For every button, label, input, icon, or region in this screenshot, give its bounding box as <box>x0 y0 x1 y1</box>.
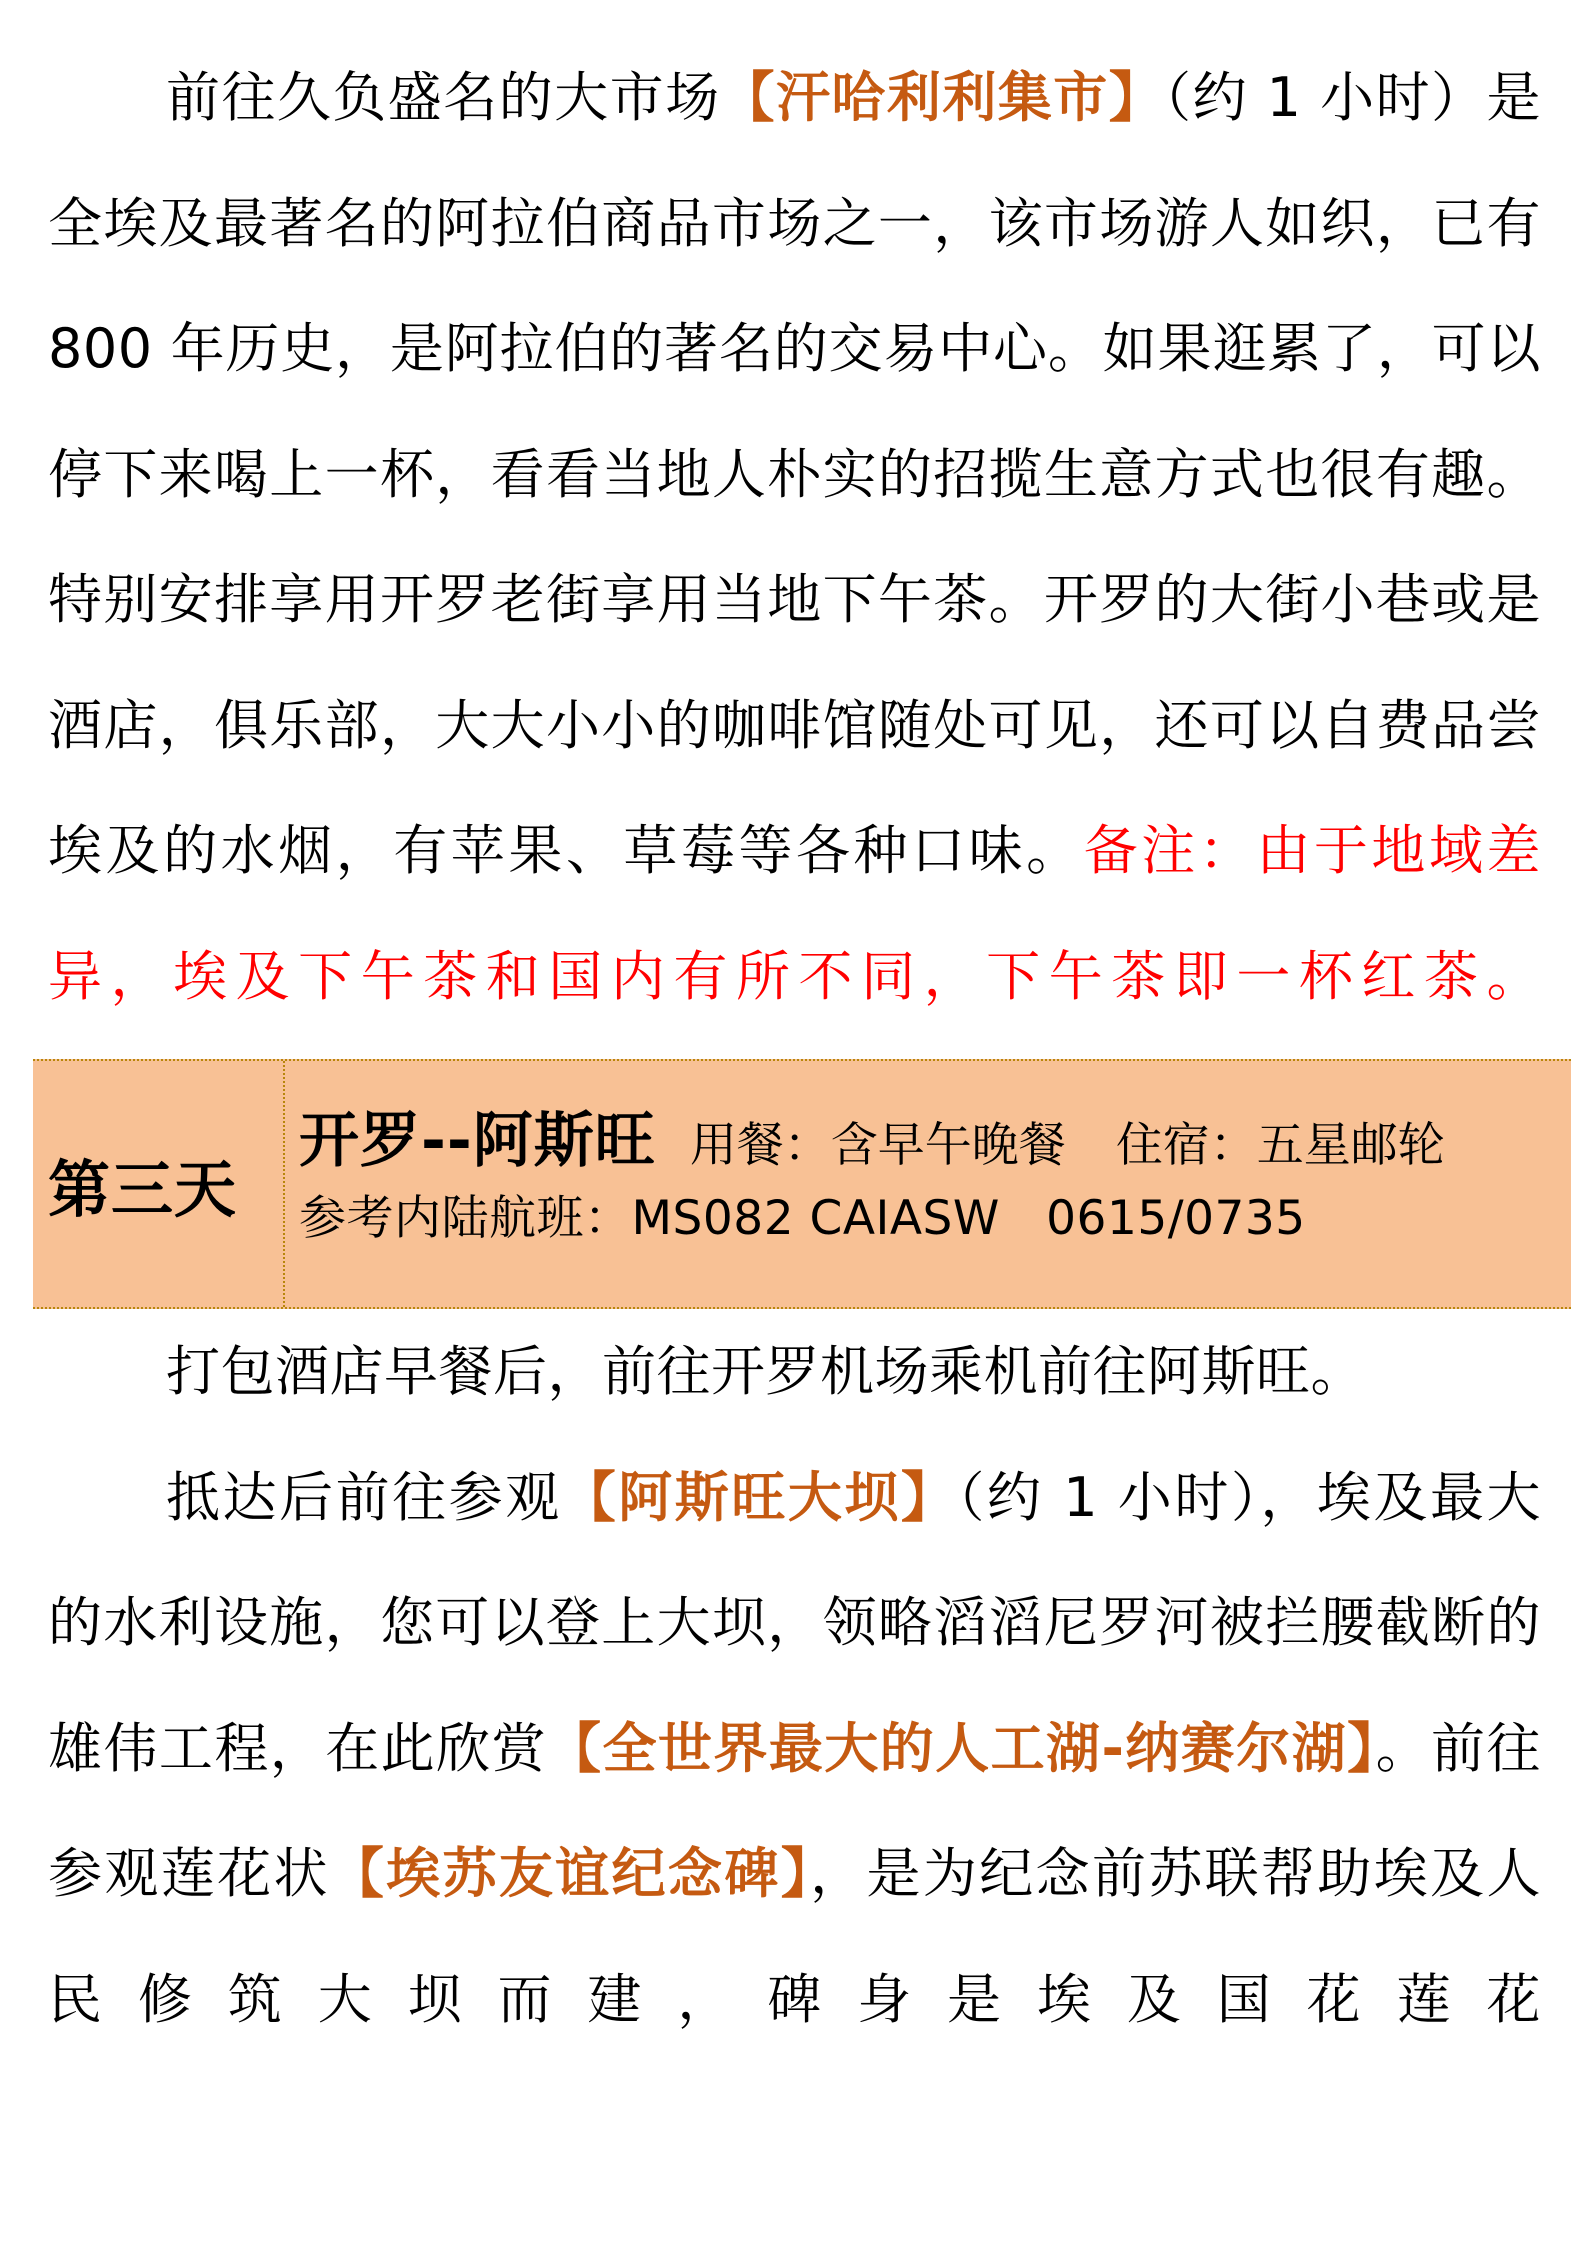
aswan-text-1: 抵达后前往参观 <box>166 1465 562 1529</box>
market-paragraph <box>48 0 1541 1039</box>
day-meals: 用餐：含早午晚餐 <box>689 1118 1066 1173</box>
day-header-box <box>33 1059 1571 1309</box>
market-text-1: 前往久负盛名的大市场 <box>166 66 721 129</box>
market-highlight: 【汗哈利利集市】 <box>720 66 1165 129</box>
day-label: 第三天 <box>33 1061 285 1307</box>
day-info-row <box>299 1093 1445 1176</box>
aswan-text-4: ，是为纪念前苏联帮助埃及人民修筑大坝而建，碑身是埃及国花莲花 <box>48 1842 1542 2031</box>
day-hotel: 住宿：五星邮轮 <box>1115 1118 1445 1173</box>
lake-highlight: 【全世界最大的人工湖-纳赛尔湖】 <box>547 1716 1376 1780</box>
monument-highlight: 【埃苏友谊纪念碑】 <box>329 1842 811 1905</box>
dam-highlight: 【阿斯旺大坝】 <box>561 1465 958 1529</box>
aswan-text-2: （约 1 小时），埃及最大的水利设施，您可以登上大坝，领略滔滔尼罗河被拦腰截断的雄伟工程，在此欣赏 <box>48 1465 1542 1780</box>
tea-note: 备注：由于地域差异，埃及下午茶和国内有所不同，下午茶即一杯红茶。 <box>48 819 1541 1008</box>
aswan-paragraph <box>48 1435 1541 2063</box>
market-text-2: （约 1 小时）是全埃及最著名的阿拉伯商品市场之一，该市场游人如织，已有 800 年历史，是阿拉伯的著名的交易中心。如果逛累了，可以停下来喝上一杯，看看当地人朴实的招揽生意方式也很有趣。特别安排享用开罗老街享用当地下午茶。开罗的大街小巷或是酒店，俱乐部，大大小小的咖啡馆随处可见，还可以自费品尝埃及的水烟，有苹果、草莓等各种口味。 <box>48 66 1542 882</box>
breakfast-paragraph: 打包酒店早餐后，前往开罗机场乘机前往阿斯旺。 <box>166 1340 1365 1403</box>
aswan-text-3: 。前往参观莲花状 <box>48 1716 1542 1905</box>
day-info <box>285 1061 1445 1307</box>
day-flight: 参考内陆航班：MS082 CAIASW 0615/0735 <box>299 1191 1306 1246</box>
day-route: 开罗--阿斯旺 <box>299 1106 656 1176</box>
